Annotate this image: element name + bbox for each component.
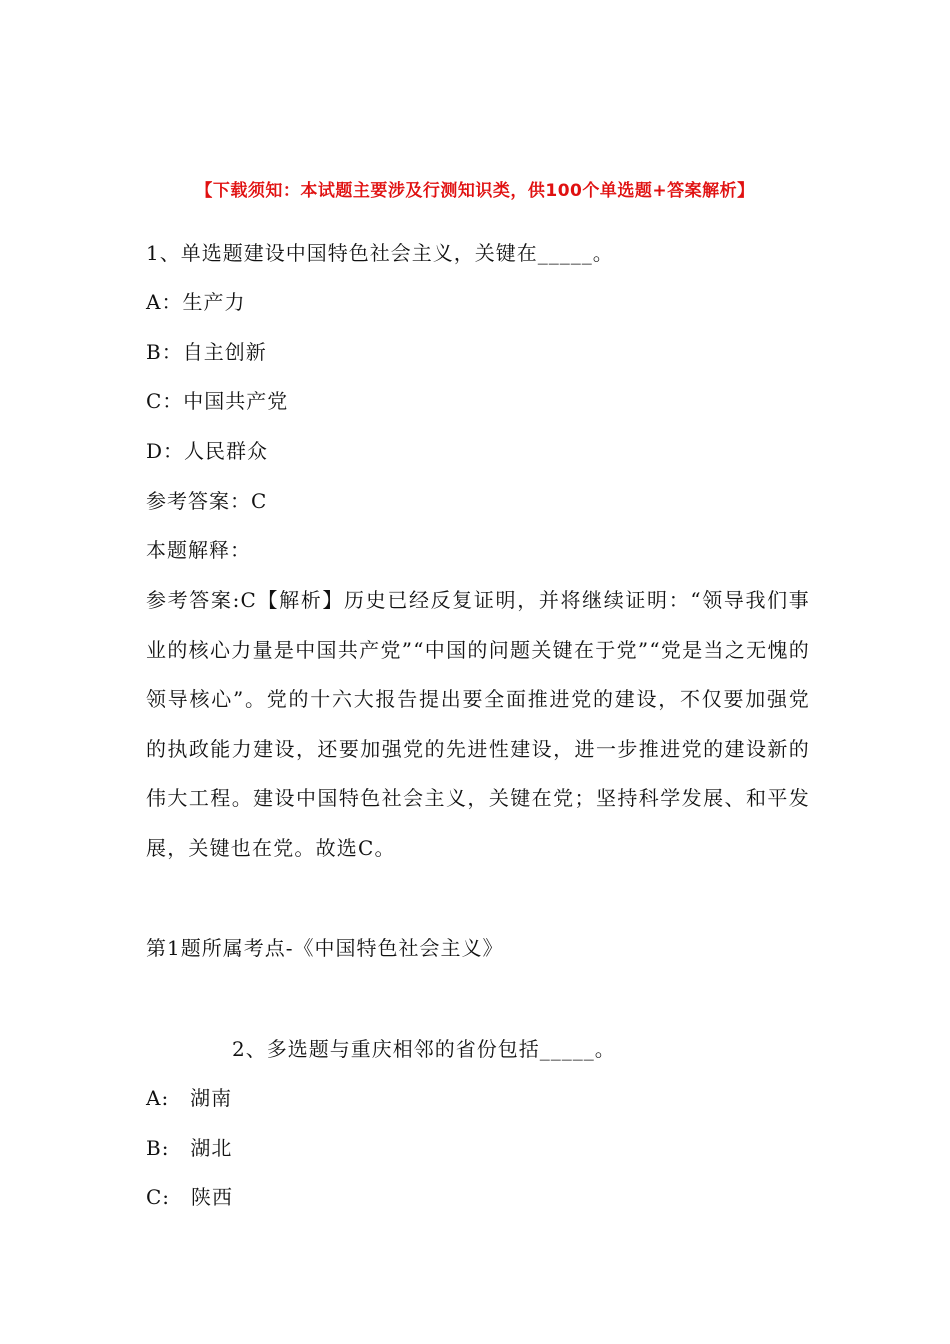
q1-option-c: C：中国共产党 [146, 389, 289, 413]
q2-stem: 2、多选题与重庆相邻的省份包括_____。 [232, 1037, 616, 1061]
q1-answer: 参考答案：C [146, 489, 268, 513]
q2-option-a: A: 湖南 [146, 1086, 233, 1110]
q1-explanation: 参考答案:C【解析】历史已经反复证明，并将继续证明：“领导我们事业的核心力量是中国共产党”“中国的问题关键在于党”“党是当之无愧的领导核心”。党的十六大报告提出要全面推进党的建设，不仅要加强党的执政能力建设，还要加强党的先进性建设，进一步推进党的建设新的伟大工程。建设中国特色社会主义，关键在党；坚持科学发展、和平发展，关键也在党。故选C。 [146, 588, 810, 860]
q1-stem: 1、单选题建设中国特色社会主义，关键在_____。 [146, 241, 614, 265]
q1-option-b: B：自主创新 [146, 340, 267, 364]
q1-option-a: A：生产力 [146, 290, 246, 314]
download-notice: 【下载须知：本试题主要涉及行测知识类，供100个单选题+答案解析】 [195, 181, 755, 201]
q2-option-c: C: 陕西 [146, 1185, 234, 1209]
q1-option-d: D：人民群众 [146, 439, 269, 463]
q1-topic: 第1题所属考点-《中国特色社会主义》 [146, 936, 504, 960]
q2-option-b: B: 湖北 [146, 1136, 233, 1160]
q1-explain-label: 本题解释： [146, 538, 251, 562]
